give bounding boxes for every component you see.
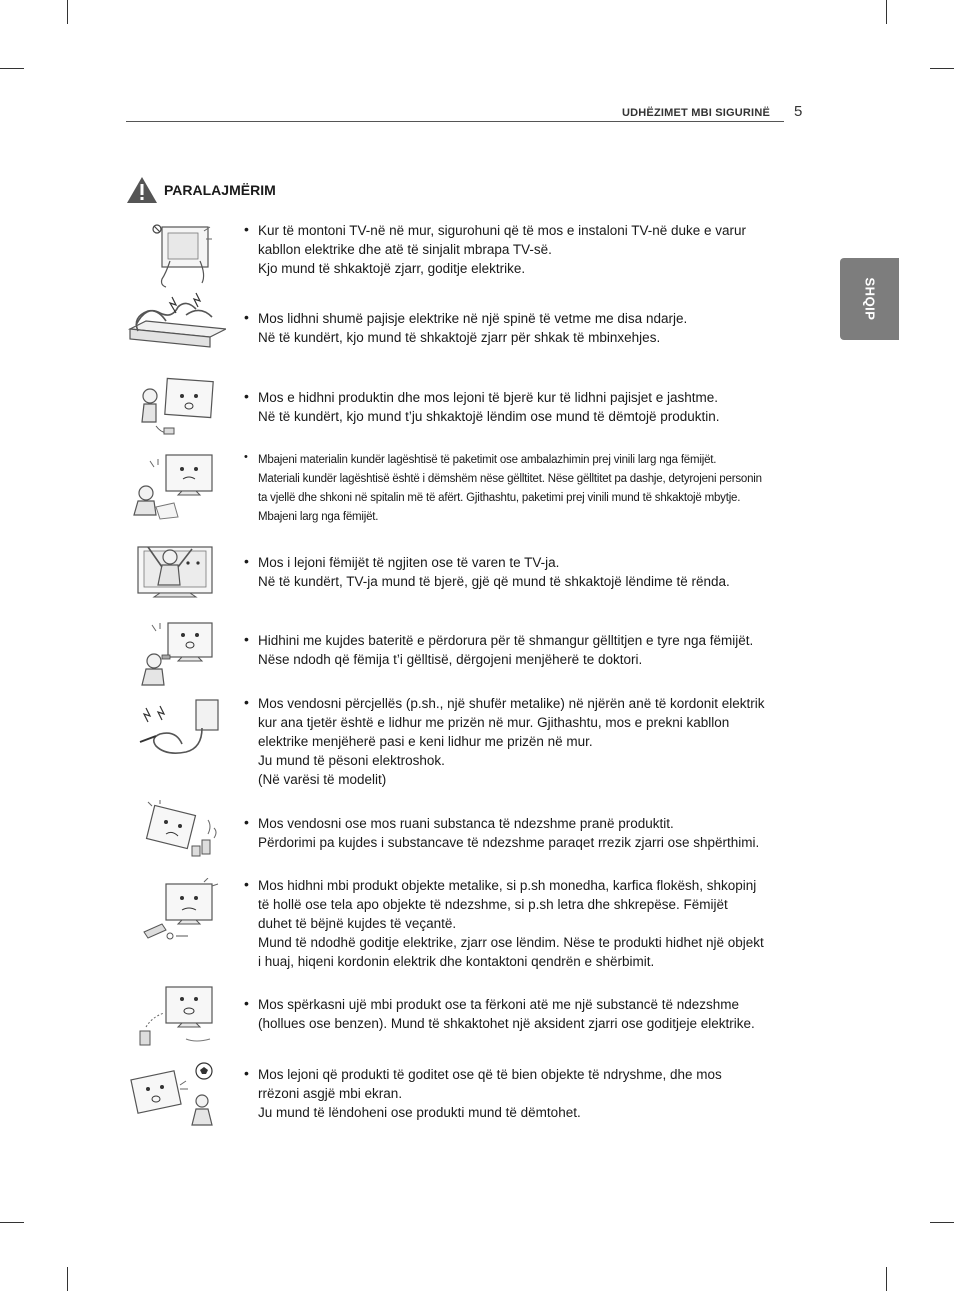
item-line: i huaj, hiqeni kordonin elektrik dhe kontaktoni qendrën e shërbimit.	[258, 954, 655, 969]
item-line: Përdorimi pa kujdes i substancave të ndezshme paraqet rrezik zjarri ose shpërthimi.	[258, 835, 760, 850]
item-line: duhet të bëjnë kujdes të veçantë.	[258, 916, 457, 931]
bullet-marker: •	[244, 221, 249, 237]
crop-mark	[67, 1267, 68, 1291]
item-line: Mos e hidhni produktin dhe mos lejoni të bjerë kur të lidhni pajisjet e jashtme.	[258, 390, 719, 405]
item-line: Në të kundërt, kjo mund t’ju shkaktojë lëndim ose mund të dëmtojë produktin.	[258, 409, 720, 424]
crop-mark	[67, 0, 68, 24]
item-line: të hollë ose tela apo objekte të ndezshme, si p.sh letra dhe shkrepëse. Fëmijët	[258, 897, 728, 912]
item-line: kur ana tjetër është e lidhur me prizën në mur. Gjithashtu, mos e prekni kabllon	[258, 715, 730, 730]
bullet-marker: •	[244, 388, 249, 404]
bullet-marker: •	[244, 876, 249, 892]
item-text	[258, 388, 798, 426]
bullet-marker: •	[244, 814, 249, 830]
item-line: Mbajeni materialin kundër lagështisë të paketimit ose ambalazhimin prej vinili larg nga fëmijët.	[258, 454, 717, 466]
item-line: Në të kundërt, kjo mund të shkaktojë zjarr për shkak të mbinxehjes.	[258, 330, 661, 345]
item-text	[258, 876, 798, 971]
power-cord-metal-pin-illustration-icon	[126, 698, 226, 768]
item-line: Hidhini me kujdes bateritë e përdorura për të shmangur gëlltitjen e tyre nga fëmijët.	[258, 633, 754, 648]
bullet-marker: •	[244, 694, 249, 710]
item-line: Mos lidhni shumë pajisje elektrike në një spinë të vetme me disa ndarje.	[258, 311, 688, 326]
item-text	[258, 631, 798, 669]
item-line: ta vjellë dhe shkoni në spitalin më të afërt. Gjithashtu, paketimi prej vinili mund të shkaktojë mbytje.	[258, 492, 741, 504]
page-number: 5	[794, 103, 803, 120]
crop-mark	[0, 1222, 24, 1223]
item-text	[258, 553, 798, 591]
item-line: Mos vendosni përcjellës (p.sh., një shufër metalike) në njërën anë të kordonit elektrik	[258, 696, 765, 711]
item-text	[258, 451, 798, 527]
warning-heading	[126, 176, 276, 204]
item-text	[258, 995, 798, 1033]
item-line: (hollues ose benzen). Mund të shkaktohet një aksident zjarri ose goditjeje elektrike.	[258, 1016, 755, 1031]
language-tab	[840, 258, 899, 340]
item-line: Mund të ndodhë goditje elektrike, zjarr ose lëndim. Nëse te produkti hidhet një objekt	[258, 935, 764, 950]
item-text	[258, 694, 798, 789]
warning-title: PARALAJMËRIM	[164, 182, 276, 198]
warning-triangle-icon	[126, 176, 158, 204]
bullet-marker: •	[244, 631, 249, 647]
item-line: Mos spërkasni ujë mbi produkt ose ta fërkoni atë me një substancë të ndezshme	[258, 997, 740, 1012]
item-text	[258, 309, 798, 347]
bullet-marker: •	[244, 1065, 249, 1081]
item-line: Mbajeni larg nga fëmijët.	[258, 511, 379, 523]
metal-objects-on-tv-illustration-icon	[126, 878, 226, 948]
item-line: kabllon elektrike dhe atë të sinjalit mbrapa TV-së.	[258, 242, 552, 257]
bullet-marker: •	[244, 309, 249, 325]
item-line: rrëzoni asgjë mbi ekran.	[258, 1086, 403, 1101]
item-line: Mos vendosni ose mos ruani substanca të ndezshme pranë produktit.	[258, 816, 674, 831]
bullet-marker: •	[244, 995, 249, 1011]
item-text	[258, 814, 798, 852]
crop-mark	[0, 68, 24, 69]
item-line: elektrike menjëherë pasi e keni lidhur me prizën në mur.	[258, 734, 593, 749]
flammable-substances-illustration-icon	[126, 800, 226, 870]
item-line: Ju mund të pësoni elektroshok.	[258, 753, 445, 768]
child-swallowing-battery-illustration-icon	[126, 619, 226, 689]
item-text	[258, 221, 798, 278]
overloaded-power-strip-illustration-icon	[126, 291, 226, 361]
item-line: Nëse ndodh që fëmija t’i gëlltisë, dërgojeni menjëherë te doktori.	[258, 652, 643, 667]
crop-mark	[886, 1267, 887, 1291]
item-line: Në të kundërt, TV-ja mund të bjerë, gjë që mund të shkaktojë lëndime të rënda.	[258, 574, 730, 589]
item-text	[258, 1065, 798, 1122]
bullet-marker: •	[244, 451, 248, 463]
tv-wall-mount-cable-illustration-icon	[126, 221, 226, 291]
header-divider	[126, 121, 784, 122]
item-line: Mos i lejoni fëmijët të ngjiten ose të varen te TV-ja.	[258, 555, 560, 570]
item-line: Ju mund të lëndoheni ose produkti mund të dëmtohet.	[258, 1105, 581, 1120]
language-tab-label: SHQIP	[862, 277, 877, 321]
crop-mark	[930, 1222, 954, 1223]
crop-mark	[886, 0, 887, 24]
item-line: Kjo mund të shkaktojë zjarr, goditje elektrike.	[258, 261, 526, 276]
section-title: UDHËZIMET MBI SIGURINË	[621, 107, 770, 119]
ball-hitting-tv-illustration-icon	[126, 1061, 226, 1131]
item-line: Materiali kundër lagështisë është i dëmshëm nëse gëlltitet. Nëse gëlltitet pa dashje, detyrojeni personin	[258, 473, 762, 485]
item-line: (Në varësi të modelit)	[258, 772, 387, 787]
item-line: Mos lejoni që produkti të goditet ose që të bien objekte të ndryshme, dhe mos	[258, 1067, 722, 1082]
item-line: Kur të montoni TV-në në mur, sigurohuni që të mos e instaloni TV-në duke e varur	[258, 223, 747, 238]
child-climbing-tv-illustration-icon	[126, 537, 226, 607]
bullet-marker: •	[244, 553, 249, 569]
item-line: Mos hidhni mbi produkt objekte metalike, si p.sh monedha, karfica flokësh, shkopinj	[258, 878, 757, 893]
spraying-water-on-tv-illustration-icon	[126, 983, 226, 1053]
crop-mark	[930, 68, 954, 69]
vinyl-packaging-child-illustration-icon	[126, 451, 226, 521]
falling-tv-child-illustration-icon	[126, 376, 226, 446]
